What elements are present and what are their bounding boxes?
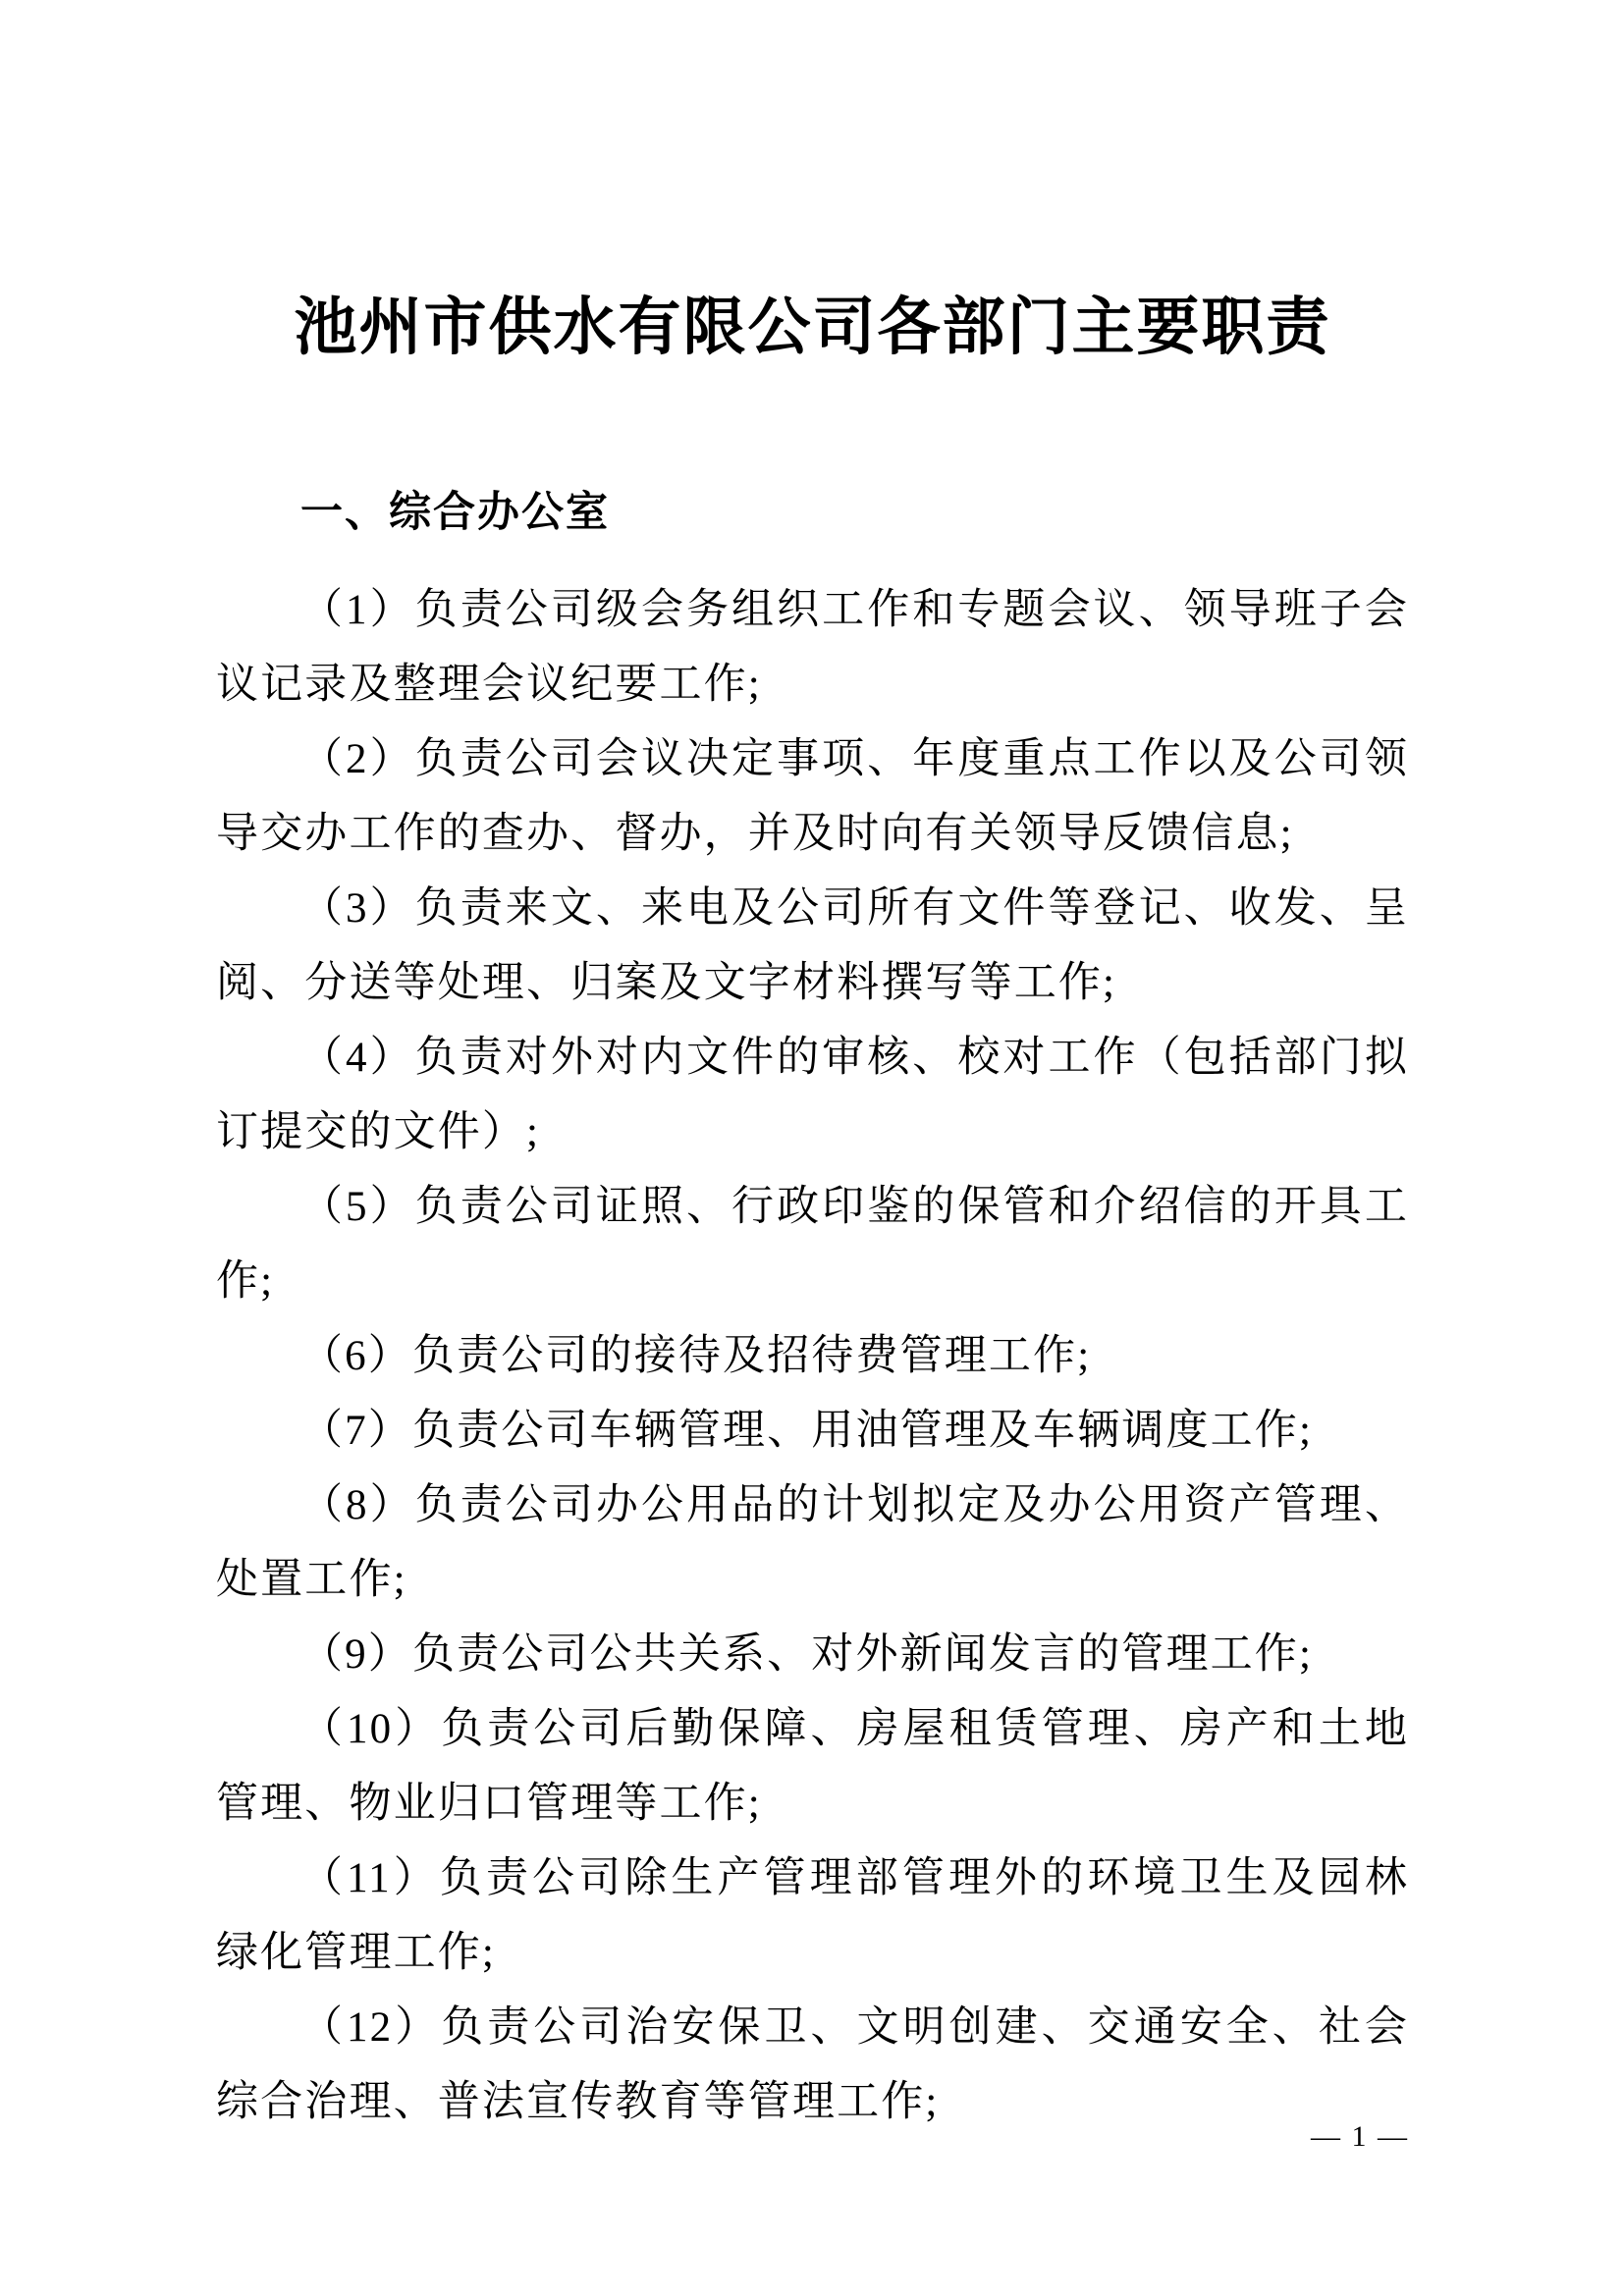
section-heading: 一、综合办公室 xyxy=(300,488,610,537)
list-item-4: （4）负责对外对内文件的审核、校对工作（包括部门拟订提交的文件）; xyxy=(216,1035,1409,1155)
list-item-12: （12）负责公司治安保卫、文明创建、交通安全、社会综合治理、普法宣传教育等管理工作; xyxy=(216,2004,1409,2125)
document-title: 池州市供水有限公司各部门主要职责 xyxy=(294,293,1331,362)
responsibility-list xyxy=(216,573,1409,2140)
list-item-7: （7）负责公司车辆管理、用油管理及车辆调度工作; xyxy=(300,1408,1314,1454)
document-content xyxy=(216,0,1409,2140)
list-item-9: （9）负责公司公共关系、对外新闻发言的管理工作; xyxy=(300,1631,1314,1678)
list-item-5: （5）负责公司证照、行政印鉴的保管和介绍信的开具工作; xyxy=(216,1184,1409,1305)
list-item-2: （2）负责公司会议决定事项、年度重点工作以及公司领导交办工作的查办、督办，并及时向有关领导反馈信息; xyxy=(216,736,1409,857)
list-item-3: （3）负责来文、来电及公司所有文件等登记、收发、呈阅、分送等处理、归案及文字材料撰写等工作; xyxy=(216,885,1409,1006)
list-item-6: （6）负责公司的接待及招待费管理工作; xyxy=(300,1333,1092,1379)
list-item-8: （8）负责公司办公用品的计划拟定及办公用资产管理、处置工作; xyxy=(216,1482,1409,1603)
list-item-10: （10）负责公司后勤保障、房屋租赁管理、房产和土地管理、物业归口管理等工作; xyxy=(216,1706,1409,1827)
list-item-11: （11）负责公司除生产管理部管理外的环境卫生及园林绿化管理工作; xyxy=(216,1855,1409,1976)
page-number: — 1 — xyxy=(1311,2120,1409,2153)
list-item-1: （1）负责公司级会务组织工作和专题会议、领导班子会议记录及整理会议纪要工作; xyxy=(216,587,1409,708)
